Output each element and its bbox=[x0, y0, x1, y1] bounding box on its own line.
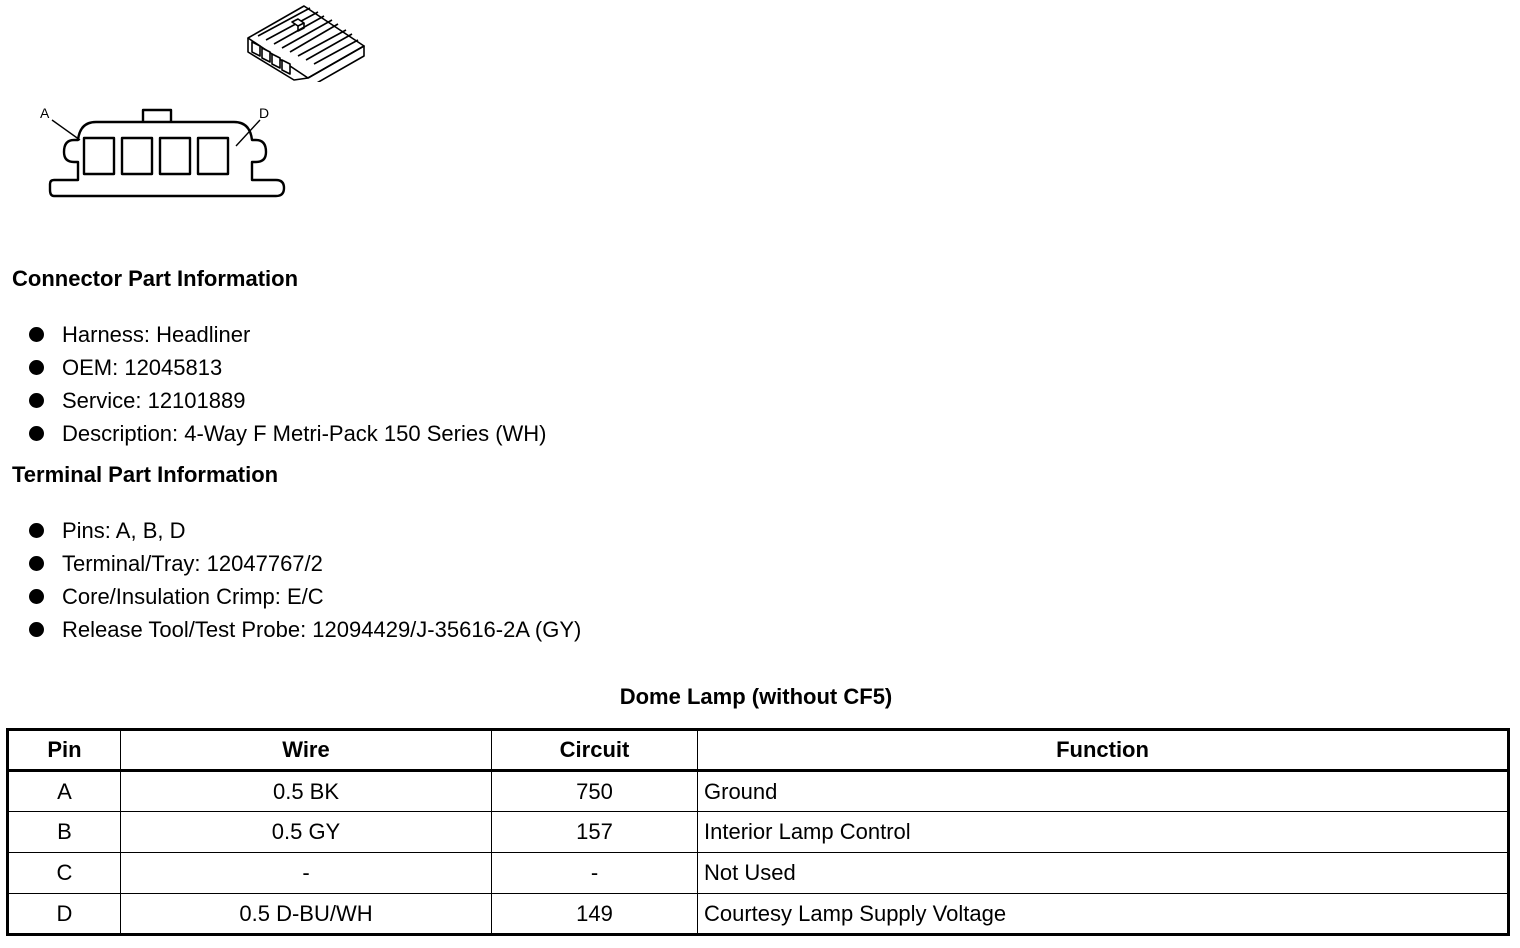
cell-wire: - bbox=[121, 853, 492, 894]
connector-part-list bbox=[28, 318, 547, 450]
cell-function: Not Used bbox=[698, 853, 1509, 894]
table-row bbox=[8, 853, 1509, 894]
cell-function: Interior Lamp Control bbox=[698, 812, 1509, 853]
connector-3d-illustration bbox=[238, 0, 378, 82]
cell-wire: 0.5 D-BU/WH bbox=[121, 894, 492, 935]
table-row bbox=[8, 771, 1509, 812]
cell-pin: B bbox=[8, 812, 121, 853]
list-item: OEM: 12045813 bbox=[28, 351, 547, 384]
table-row bbox=[8, 894, 1509, 935]
cell-pin: C bbox=[8, 853, 121, 894]
cell-circuit: 149 bbox=[492, 894, 698, 935]
list-item: Service: 12101889 bbox=[28, 384, 547, 417]
cell-pin: D bbox=[8, 894, 121, 935]
list-item: Release Tool/Test Probe: 12094429/J-35616-2A (GY) bbox=[28, 613, 581, 646]
connector-face-diagram bbox=[30, 100, 300, 204]
terminal-part-heading: Terminal Part Information bbox=[12, 462, 279, 487]
terminal-part-list bbox=[28, 514, 581, 646]
list-item: Terminal/Tray: 12047767/2 bbox=[28, 547, 581, 580]
header-pin: Pin bbox=[8, 730, 121, 771]
pin-label-d: D bbox=[259, 105, 270, 121]
cell-function: Courtesy Lamp Supply Voltage bbox=[698, 894, 1509, 935]
list-item: Core/Insulation Crimp: E/C bbox=[28, 580, 581, 613]
header-wire: Wire bbox=[121, 730, 492, 771]
table-header-row bbox=[8, 730, 1509, 771]
list-item: Description: 4-Way F Metri-Pack 150 Series (WH) bbox=[28, 417, 547, 450]
connector-part-heading: Connector Part Information bbox=[12, 266, 299, 291]
table-row bbox=[8, 812, 1509, 853]
pin-label-a: A bbox=[40, 105, 50, 121]
list-item: Harness: Headliner bbox=[28, 318, 547, 351]
cell-pin: A bbox=[8, 771, 121, 812]
header-circuit: Circuit bbox=[492, 730, 698, 771]
pin-table bbox=[6, 728, 1510, 936]
table-title: Dome Lamp (without CF5) bbox=[619, 684, 893, 709]
cell-wire: 0.5 GY bbox=[121, 812, 492, 853]
cell-wire: 0.5 BK bbox=[121, 771, 492, 812]
cell-function: Ground bbox=[698, 771, 1509, 812]
header-function: Function bbox=[698, 730, 1509, 771]
cell-circuit: - bbox=[492, 853, 698, 894]
list-item: Pins: A, B, D bbox=[28, 514, 581, 547]
cell-circuit: 750 bbox=[492, 771, 698, 812]
cell-circuit: 157 bbox=[492, 812, 698, 853]
